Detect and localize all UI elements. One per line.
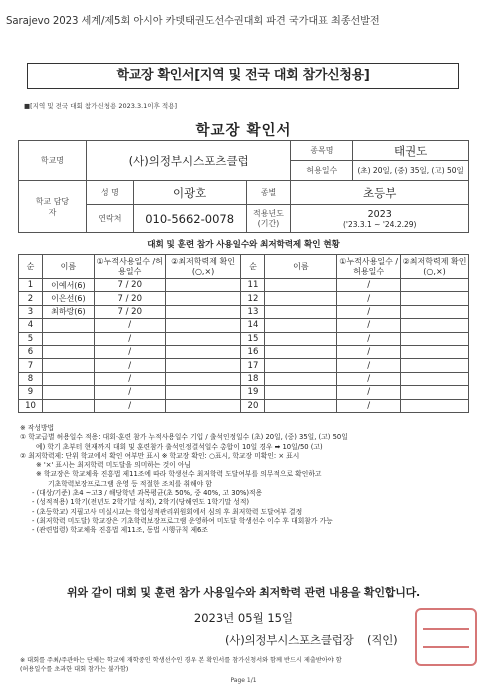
confirmation-statement: 위와 같이 대회 및 훈련 참가 사용일수와 최저학력 관련 내용을 확인합니다. bbox=[66, 586, 421, 599]
table-row bbox=[19, 305, 469, 318]
cell-check bbox=[165, 345, 241, 358]
cell-days: / bbox=[94, 319, 165, 332]
table-row bbox=[19, 345, 469, 358]
footnote-line-2: (허용일수를 초과한 대회 참가는 불가함) bbox=[20, 665, 129, 673]
cell-name bbox=[265, 386, 337, 399]
cell-check bbox=[165, 319, 241, 332]
info-table bbox=[18, 140, 469, 233]
usage-header-row bbox=[19, 255, 469, 279]
allowed-days-value: (초) 20일, (중) 35일, (고) 50일 bbox=[353, 161, 469, 181]
left-header-academic: ②최저학력제 확인(○,×) bbox=[165, 255, 241, 279]
usage-title: 대회 및 훈련 참가 사용일수와 최저학력제 확인 현황 bbox=[147, 240, 340, 250]
table-row bbox=[19, 319, 469, 332]
cell-no: 17 bbox=[241, 359, 265, 372]
cell-check bbox=[165, 292, 241, 305]
right-header-days: ①누적사용일수 /허용일수 bbox=[337, 255, 401, 279]
left-header-name: 이름 bbox=[42, 255, 94, 279]
note-7: - (관련법령) 학교체육 진흥법 제11조, 동법 시행규칙 제6조 bbox=[32, 526, 208, 535]
writing-instructions bbox=[20, 424, 475, 536]
year-value: 2023 bbox=[367, 208, 392, 220]
cell-no: 2 bbox=[19, 292, 43, 305]
cell-check bbox=[401, 319, 469, 332]
issue-date: 2023년 05월 15일 bbox=[193, 611, 294, 625]
note-2: ② 최저학력제: 단위 학교에서 확인 여부만 표시 ※ 학교장 확인: ○표시, 학교장 미확인: × 표시 bbox=[20, 451, 300, 460]
usage-table bbox=[18, 254, 469, 413]
left-header-no: 순 bbox=[19, 255, 43, 279]
right-header-no: 순 bbox=[241, 255, 265, 279]
table-row bbox=[19, 292, 469, 305]
table-row bbox=[19, 399, 469, 412]
table-row bbox=[19, 332, 469, 345]
cell-no: 3 bbox=[19, 305, 43, 318]
cell-name bbox=[265, 319, 337, 332]
year-cell bbox=[291, 205, 469, 233]
contact-label: 연락처 bbox=[86, 205, 133, 233]
table-row bbox=[19, 372, 469, 385]
cell-check bbox=[401, 386, 469, 399]
cell-check bbox=[165, 372, 241, 385]
cell-check bbox=[401, 372, 469, 385]
right-header-academic: ②최저학력제 확인(○,×) bbox=[401, 255, 469, 279]
cell-days: / bbox=[337, 399, 401, 412]
form-header: 학교장 확인서[지역 및 전국 대회 참가신청용] bbox=[27, 63, 459, 89]
cell-days: / bbox=[94, 332, 165, 345]
cell-no: 6 bbox=[19, 345, 43, 358]
signer-name bbox=[225, 632, 397, 648]
cell-days: / bbox=[337, 305, 401, 318]
cell-days: / bbox=[94, 399, 165, 412]
right-header-name: 이름 bbox=[265, 255, 337, 279]
cell-days: / bbox=[337, 345, 401, 358]
cell-days: / bbox=[94, 345, 165, 358]
cell-no: 14 bbox=[241, 319, 265, 332]
cell-no: 10 bbox=[19, 399, 43, 412]
cell-no: 7 bbox=[19, 359, 43, 372]
cell-check bbox=[165, 332, 241, 345]
table-row bbox=[19, 359, 469, 372]
division-label: 종별 bbox=[246, 181, 291, 205]
note-2c: 기초학력보장프로그램 운영 등 적절한 조치를 취해야 함 bbox=[48, 479, 212, 488]
cell-check bbox=[165, 279, 241, 292]
cell-no: 16 bbox=[241, 345, 265, 358]
manager-label: 학교 담당자 bbox=[19, 181, 87, 233]
left-header-days: ①누적사용일수 /허용일수 bbox=[94, 255, 165, 279]
cell-check bbox=[401, 279, 469, 292]
cell-name bbox=[265, 359, 337, 372]
cell-name bbox=[42, 399, 94, 412]
cell-days: / bbox=[337, 386, 401, 399]
cell-days: 7 / 20 bbox=[94, 279, 165, 292]
cell-days: / bbox=[337, 359, 401, 372]
cell-name bbox=[42, 345, 94, 358]
cell-no: 19 bbox=[241, 386, 265, 399]
cell-name bbox=[42, 386, 94, 399]
cell-days: / bbox=[94, 359, 165, 372]
page-number: Page 1/1 bbox=[230, 677, 257, 684]
footnote-line-1: ※ 대회를 주최/주관하는 단체는 학교에 재학중인 학생선수인 경우 본 확인서를 참가신청서와 함께 반드시 제출받아야 함 bbox=[20, 657, 342, 664]
cell-check bbox=[401, 345, 469, 358]
cell-check bbox=[401, 359, 469, 372]
cell-no: 13 bbox=[241, 305, 265, 318]
note-5: - (초등학교) 지필고사 미실시교는 학업성적관리위원회에서 심의 후 최저학력 도달여부 결정 bbox=[32, 507, 303, 516]
cell-days: 7 / 20 bbox=[94, 305, 165, 318]
note-1-example: 예) 학기 초부터 현재까지 대회 및 훈련참가 출석인정결석일수 총합이 10일 경우 ➡ 10일/50 (고) bbox=[36, 442, 323, 451]
cell-check bbox=[401, 292, 469, 305]
cell-name bbox=[42, 359, 94, 372]
cell-no: 5 bbox=[19, 332, 43, 345]
note-2a: ※ '×' 표시는 최저학력 미도달을 의미하는 것이 아님 bbox=[36, 461, 192, 470]
cell-check bbox=[165, 399, 241, 412]
cell-days: / bbox=[94, 386, 165, 399]
allowed-days-label: 허용일수 bbox=[291, 161, 353, 181]
cell-name bbox=[42, 372, 94, 385]
school-label: 학교명 bbox=[19, 141, 87, 181]
cell-name bbox=[265, 292, 337, 305]
cell-no: 8 bbox=[19, 372, 43, 385]
note-1: ① 학교급별 허용일수 적용: 대회·훈련 참가 누적사용일수 기입 / 출석인정일수 (초) 20일, (중) 35일, (고) 50일 bbox=[20, 433, 348, 442]
applicability-note: ■[지역 및 전국 대회 참가신청용 2023.3.1이후 적용] bbox=[24, 102, 178, 110]
cell-name bbox=[265, 332, 337, 345]
division-value: 초등부 bbox=[291, 181, 469, 205]
cell-check bbox=[165, 359, 241, 372]
table-row bbox=[19, 386, 469, 399]
sport-value: 태권도 bbox=[353, 141, 469, 161]
contact-value: 010-5662-0078 bbox=[133, 205, 246, 233]
cell-name bbox=[265, 372, 337, 385]
cell-check bbox=[401, 332, 469, 345]
year-period: ('23.3.1 ~ '24.2.29) bbox=[342, 219, 417, 229]
note-2b: ※ 학교장은 학교체육 진흥법 제11조에 따라 학생선수 최저학력 도달여부를 의무적으로 확인하고 bbox=[36, 470, 322, 479]
cell-name bbox=[42, 319, 94, 332]
note-4: - (성적적용) 1학기(전년도 2학기말 성적), 2학기(당해연도 1학기말 성적) bbox=[32, 498, 250, 507]
cell-no: 12 bbox=[241, 292, 265, 305]
footnote bbox=[20, 657, 480, 674]
cell-days: / bbox=[337, 292, 401, 305]
cell-name bbox=[265, 305, 337, 318]
cell-days: / bbox=[337, 319, 401, 332]
seal-mark: (직인) bbox=[367, 633, 398, 647]
cell-no: 15 bbox=[241, 332, 265, 345]
sport-label: 종목명 bbox=[291, 141, 353, 161]
certificate-title: 학교장 확인서 bbox=[195, 123, 292, 139]
cell-days: / bbox=[337, 279, 401, 292]
cell-no: 1 bbox=[19, 279, 43, 292]
cell-no: 18 bbox=[241, 372, 265, 385]
notes-heading: ※ 작성방법 bbox=[20, 424, 55, 432]
cell-name bbox=[265, 345, 337, 358]
cell-check bbox=[401, 305, 469, 318]
cell-days: / bbox=[94, 372, 165, 385]
cell-name bbox=[42, 332, 94, 345]
cell-no: 11 bbox=[241, 279, 265, 292]
school-name: (사)의정부시스포츠클럽 bbox=[86, 141, 291, 181]
cell-days: / bbox=[337, 332, 401, 345]
note-6: - (최저학력 미도달) 학교장은 기초학력보장프로그램 운영하여 미도달 학생선수 이수 후 대회참가 가능 bbox=[32, 516, 333, 525]
cell-no: 20 bbox=[241, 399, 265, 412]
cell-name: 이예서(6) bbox=[42, 279, 94, 292]
cell-no: 9 bbox=[19, 386, 43, 399]
name-label: 성 명 bbox=[86, 181, 133, 205]
cell-days: 7 / 20 bbox=[94, 292, 165, 305]
cell-check bbox=[165, 305, 241, 318]
note-3: - (대상/기준) 초4 ~고3 / 해당학년 과목평균(초 50%, 중 40%, 고 30%)적용 bbox=[32, 489, 263, 498]
year-label: 적용년도 (기간) bbox=[246, 205, 291, 233]
cell-name bbox=[265, 279, 337, 292]
manager-name: 이광호 bbox=[133, 181, 246, 205]
table-row bbox=[19, 279, 469, 292]
signer-org: (사)의정부시스포츠클럽장 bbox=[225, 633, 354, 647]
competition-title: Sarajevo 2023 세계/제5회 아시아 카뎃태권도선수권대회 파견 국가대표 최종선발전 bbox=[6, 16, 380, 27]
cell-check bbox=[401, 399, 469, 412]
cell-name bbox=[265, 399, 337, 412]
cell-days: / bbox=[337, 372, 401, 385]
cell-name: 이은선(6) bbox=[42, 292, 94, 305]
cell-check bbox=[165, 386, 241, 399]
cell-no: 4 bbox=[19, 319, 43, 332]
cell-name: 최하랑(6) bbox=[42, 305, 94, 318]
